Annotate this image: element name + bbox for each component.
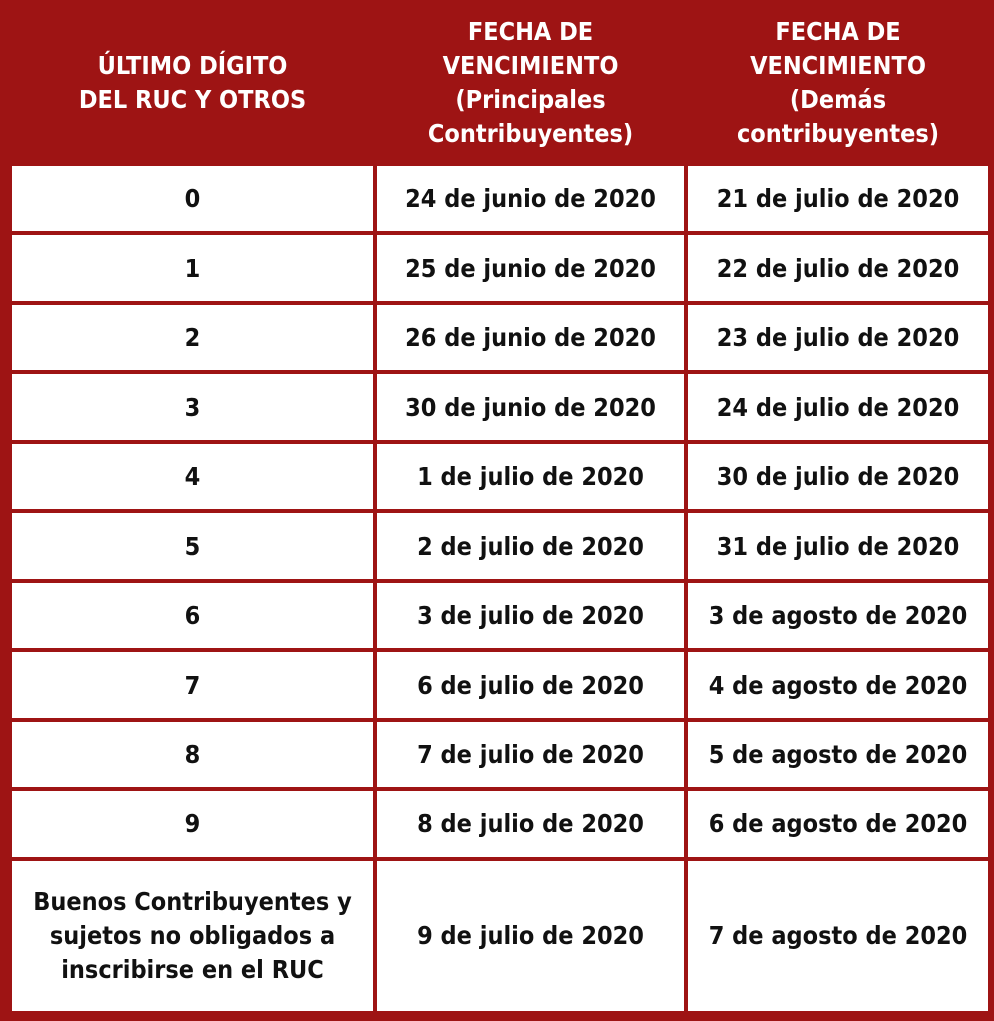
- table-row: [12, 583, 988, 648]
- header-row: [12, 4, 988, 162]
- table-row: [12, 652, 988, 717]
- demas-date-cell: 30 de julio de 2020: [688, 444, 988, 509]
- principales-date-cell: 24 de junio de 2020: [377, 166, 684, 231]
- header-line: DEL RUC Y OTROS: [78, 85, 307, 114]
- table-row: [12, 305, 988, 370]
- demas-date-cell: 21 de julio de 2020: [688, 166, 988, 231]
- header-line: contribuyentes): [736, 119, 940, 148]
- demas-date-cell: 4 de agosto de 2020: [688, 652, 988, 717]
- due-dates-table: [8, 0, 992, 1015]
- demas-date-cell: 22 de julio de 2020: [688, 235, 988, 300]
- digit-cell: 8: [12, 722, 373, 787]
- header-line: (Principales: [455, 85, 606, 114]
- digit-cell: 1: [12, 235, 373, 300]
- demas-date-cell: 6 de agosto de 2020: [688, 791, 988, 856]
- principales-date-cell: 25 de junio de 2020: [377, 235, 684, 300]
- digit-cell: 2: [12, 305, 373, 370]
- demas-date-cell: 7 de agosto de 2020: [688, 861, 988, 1011]
- principales-date-cell: 3 de julio de 2020: [377, 583, 684, 648]
- table-row: [12, 722, 988, 787]
- header-last-digit: [12, 4, 373, 162]
- header-line: FECHA DE: [775, 17, 901, 46]
- header-line: Contribuyentes): [427, 119, 634, 148]
- table-row: [12, 791, 988, 856]
- label-line: Buenos Contribuyentes y: [33, 886, 352, 916]
- principales-date-cell: 6 de julio de 2020: [377, 652, 684, 717]
- label-line: inscribirse en el RUC: [61, 954, 324, 984]
- digit-cell: 9: [12, 791, 373, 856]
- table-row: [12, 166, 988, 231]
- header-line: VENCIMIENTO: [750, 51, 926, 80]
- digit-cell: 0: [12, 166, 373, 231]
- header-line: FECHA DE: [467, 17, 594, 46]
- principales-date-cell: 7 de julio de 2020: [377, 722, 684, 787]
- principales-date-cell: 2 de julio de 2020: [377, 513, 684, 578]
- principales-date-cell: 26 de junio de 2020: [377, 305, 684, 370]
- digit-cell: 5: [12, 513, 373, 578]
- label-line: sujetos no obligados a: [49, 920, 336, 950]
- demas-date-cell: 24 de julio de 2020: [688, 374, 988, 439]
- demas-date-cell: 5 de agosto de 2020: [688, 722, 988, 787]
- table-row: [12, 235, 988, 300]
- principales-date-cell: 8 de julio de 2020: [377, 791, 684, 856]
- principales-date-cell: 1 de julio de 2020: [377, 444, 684, 509]
- table-row-buenos-contribuyentes: [12, 861, 988, 1011]
- table-row: [12, 513, 988, 578]
- digit-cell: 4: [12, 444, 373, 509]
- header-due-date-principales: [377, 4, 684, 162]
- digit-cell: 7: [12, 652, 373, 717]
- digit-cell: 3: [12, 374, 373, 439]
- header-due-date-demas: [688, 4, 988, 162]
- digit-cell: 6: [12, 583, 373, 648]
- header-line: (Demás: [789, 85, 887, 114]
- buenos-contribuyentes-label-cell: [12, 861, 373, 1011]
- table-row: [12, 444, 988, 509]
- demas-date-cell: 31 de julio de 2020: [688, 513, 988, 578]
- table-row: [12, 374, 988, 439]
- principales-date-cell: 30 de junio de 2020: [377, 374, 684, 439]
- header-line: ÚLTIMO DÍGITO: [97, 51, 288, 80]
- principales-date-cell: 9 de julio de 2020: [377, 861, 684, 1011]
- demas-date-cell: 23 de julio de 2020: [688, 305, 988, 370]
- demas-date-cell: 3 de agosto de 2020: [688, 583, 988, 648]
- header-line: VENCIMIENTO: [442, 51, 619, 80]
